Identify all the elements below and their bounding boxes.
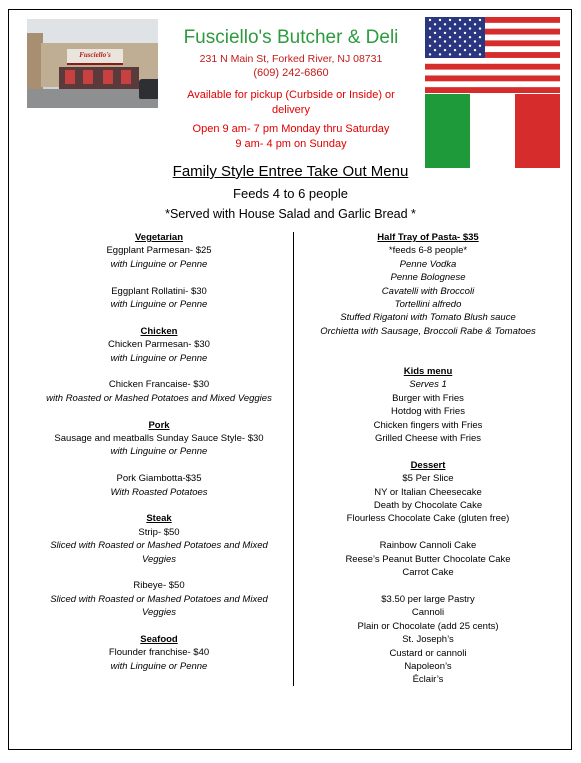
menu-served-with: *Served with House Salad and Garlic Bread * — [165, 207, 416, 221]
flag-star — [474, 23, 476, 25]
pickup-line-2: delivery — [272, 104, 310, 116]
menu-item-note: with Linguine or Penne — [110, 352, 208, 364]
flag-star — [444, 40, 446, 42]
flag-star — [434, 40, 436, 42]
hours-weekday: Open 9 am- 7 pm Monday thru Saturday — [192, 123, 390, 135]
flag-star — [454, 40, 456, 42]
flag-star — [464, 49, 466, 51]
business-address: 231 N Main St, Forked River, NJ 08731 — [199, 53, 383, 65]
pickup-line-1: Available for pickup (Curbside or Inside) or — [187, 89, 395, 101]
flag-star — [469, 36, 471, 38]
section-heading-dessert: Dessert — [410, 459, 446, 471]
flag-star — [439, 27, 441, 29]
flag-star — [454, 23, 456, 25]
menu-item-note: with Linguine or Penne — [110, 446, 208, 458]
flag-star — [434, 23, 436, 25]
pastry-price: $3.50 per large Pastry — [381, 593, 475, 605]
menu-item: Penne Vodka — [399, 258, 457, 270]
left-menu-column — [24, 231, 294, 673]
menu-item: Custard or cannoli — [389, 647, 467, 659]
section-heading-steak: Steak — [146, 513, 172, 525]
flag-star — [429, 27, 431, 29]
flag-star — [449, 45, 451, 47]
italy-flag-icon — [425, 94, 560, 168]
flag-star — [444, 49, 446, 51]
menu-item-note: Sliced with Roasted or Mashed Potatoes and Mixed — [50, 593, 268, 605]
menu-item: Éclair’s — [412, 674, 444, 686]
menu-item: Chicken Francaise- $30 — [108, 379, 210, 391]
flag-star — [429, 19, 431, 21]
flag-star — [439, 53, 441, 55]
flag-stripe — [425, 75, 560, 81]
menu-title-text: Family Style Entree Take Out Menu — [172, 163, 409, 180]
flag-star — [444, 32, 446, 34]
italy-flag-white — [470, 94, 515, 168]
menu-feeds: Feeds 4 to 6 people — [233, 186, 348, 201]
menu-item: Carrot Cake — [402, 567, 454, 579]
kids-serves-note: Serves 1 — [409, 379, 447, 391]
italy-flag-green — [425, 94, 470, 168]
flag-star — [459, 45, 461, 47]
italy-flag-red — [515, 94, 560, 168]
flag-star — [439, 36, 441, 38]
menu-item: Plain or Chocolate (add 25 cents) — [357, 620, 499, 632]
flag-star — [464, 40, 466, 42]
flag-star — [459, 27, 461, 29]
flag-star — [464, 32, 466, 34]
flag-star — [439, 45, 441, 47]
menu-title — [0, 162, 581, 182]
flag-stripe — [425, 87, 560, 93]
flag-star — [429, 53, 431, 55]
menu-item: Eggplant Rollatini- $30 — [111, 285, 207, 297]
pickup-info — [185, 88, 397, 118]
menu-item: Stuffed Rigatoni with Tomato Blush sauce — [340, 312, 516, 324]
flag-star — [469, 19, 471, 21]
header — [160, 26, 422, 150]
flag-star — [444, 23, 446, 25]
menu-item: Tortellini alfredo — [394, 299, 462, 311]
menu-item-note: with Roasted or Mashed Potatoes and Mixed Veggies — [46, 392, 272, 404]
section-heading-pork: Pork — [148, 419, 170, 431]
menu-item: Rainbow Cannoli Cake — [379, 540, 477, 552]
section-heading-chicken: Chicken — [140, 325, 178, 337]
flag-star — [459, 53, 461, 55]
menu-item: Napoleon’s — [404, 660, 452, 672]
menu-item: Eggplant Parmesan- $25 — [106, 245, 212, 257]
menu-item: Ribeye- $50 — [133, 580, 185, 592]
flag-star — [459, 19, 461, 21]
menu-item-note: with Linguine or Penne — [110, 660, 208, 672]
menu-item: Chicken Parmesan- $30 — [108, 339, 210, 351]
flag-star — [449, 19, 451, 21]
business-name: Fusciello's Butcher & Deli — [183, 27, 399, 48]
pasta-feeds-note: *feeds 6-8 people* — [388, 245, 468, 257]
menu-item: Flounder franchise- $40 — [108, 647, 210, 659]
photo-sky — [27, 19, 158, 43]
menu-item-note: With Roasted Potatoes — [110, 486, 208, 498]
menu-item: Reese’s Peanut Butter Chocolate Cake — [345, 553, 511, 565]
flag-stripe — [425, 64, 560, 70]
flag-star — [479, 19, 481, 21]
storefront-photo — [27, 19, 158, 108]
menu-item: Chicken fingers with Fries — [373, 419, 483, 431]
flag-star — [429, 36, 431, 38]
flag-star — [464, 23, 466, 25]
photo-store-sign: Fusciello's — [67, 49, 123, 65]
menu-item-note: Sliced with Roasted or Mashed Potatoes and Mixed — [50, 540, 268, 552]
flag-star — [454, 49, 456, 51]
flag-star — [429, 45, 431, 47]
dessert-slice-price: $5 Per Slice — [402, 473, 454, 485]
flag-star — [479, 45, 481, 47]
menu-item: Sausage and meatballs Sunday Sauce Style- $30 — [54, 433, 264, 445]
menu-item: Strip- $50 — [138, 526, 180, 538]
photo-window — [59, 67, 139, 89]
flag-star — [459, 36, 461, 38]
flag-star — [454, 32, 456, 34]
menu-item: Burger with Fries — [392, 392, 464, 404]
flag-star — [439, 19, 441, 21]
menu-item: Death by Chocolate Cake — [373, 500, 483, 512]
flag-star — [474, 49, 476, 51]
menu-item: Cannoli — [411, 607, 445, 619]
right-menu-column — [297, 231, 559, 687]
business-phone: (609) 242-6860 — [253, 67, 329, 79]
section-heading-vegetarian: Vegetarian — [134, 232, 184, 243]
flag-star — [479, 53, 481, 55]
photo-car — [139, 79, 158, 99]
flag-star — [479, 27, 481, 29]
section-heading-pasta: Half Tray of Pasta- $35 — [377, 232, 479, 243]
menu-item-note: with Linguine or Penne — [110, 258, 208, 270]
flag-star — [469, 53, 471, 55]
flag-star — [434, 49, 436, 51]
hours-info — [160, 122, 422, 152]
menu-item: Grilled Cheese with Fries — [374, 433, 482, 445]
flag-star — [474, 32, 476, 34]
menu-item: Penne Bolognese — [390, 272, 466, 284]
menu-item: Orchietta with Sausage, Broccoli Rabe & Tomatoes — [320, 325, 536, 337]
flag-star — [474, 40, 476, 42]
menu-item: Flourless Chocolate Cake (gluten free) — [346, 513, 510, 525]
us-flag-icon — [425, 17, 560, 93]
flag-star — [469, 45, 471, 47]
menu-item: NY or Italian Cheesecake — [374, 486, 482, 498]
menu-item: Pork Giambotta-$35 — [116, 473, 202, 485]
menu-item: Hotdog with Fries — [391, 406, 465, 418]
section-heading-seafood: Seafood — [140, 634, 178, 646]
flag-star — [469, 27, 471, 29]
hours-sunday: 9 am- 4 pm on Sunday — [235, 138, 347, 150]
section-heading-kids: Kids menu — [403, 366, 453, 378]
menu-item: Cavatelli with Broccoli — [381, 285, 475, 297]
flag-star — [449, 36, 451, 38]
flag-star — [449, 27, 451, 29]
menu-item-note: Veggies — [142, 607, 176, 619]
menu-item-note: with Linguine or Penne — [110, 299, 208, 311]
flag-star — [434, 32, 436, 34]
menu-item-note: Veggies — [142, 553, 176, 565]
flag-star — [479, 36, 481, 38]
menu-item: St. Joseph’s — [402, 634, 454, 646]
flag-star — [449, 53, 451, 55]
